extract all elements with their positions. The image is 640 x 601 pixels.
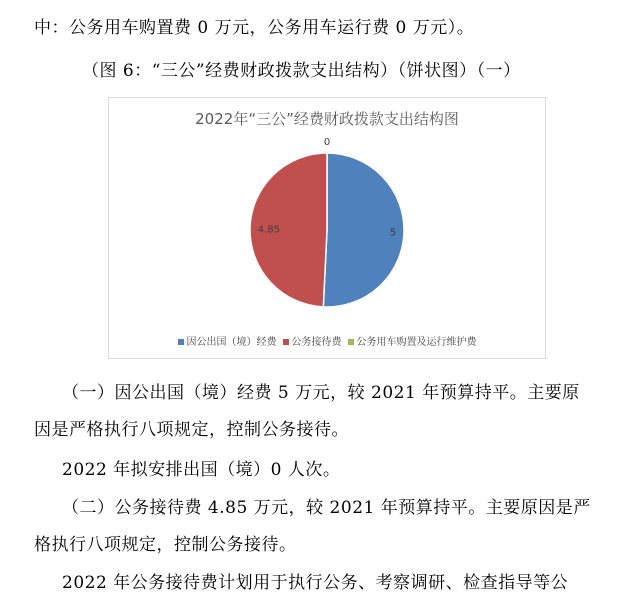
legend-label: 公务用车购置及运行维护费 [356, 337, 477, 348]
legend-swatch [178, 339, 184, 345]
legend-swatch [283, 339, 289, 345]
legend-item [283, 333, 342, 348]
chart-title: 2022年“三公”经费财政拨款支出结构图 [195, 110, 459, 128]
legend-label: 公务接待费 [291, 337, 342, 348]
chart-legend [109, 333, 545, 348]
pie-chart [108, 97, 546, 359]
paragraph-2: 2022 年拟安排出国（境）0 人次。 [62, 460, 341, 480]
slice-data-label: 4.85 [257, 224, 280, 236]
legend-label: 因公出国（境）经费 [186, 337, 277, 348]
pie-svg [109, 98, 545, 328]
slice-data-label: 5 [389, 227, 397, 239]
slice-data-label: 0 [323, 137, 331, 148]
paragraph-1-line-2: 因是严格执行八项规定，控制公务接待。 [34, 420, 349, 440]
figure-caption: （图 6：“三公”经费财政拨款支出结构）（饼状图）（一） [82, 61, 521, 81]
paragraph-3-line-2: 格执行八项规定，控制公务接待。 [34, 535, 297, 555]
paragraph-4: 2022 年公务接待费计划用于执行公务、考察调研、检查指导等公 [62, 573, 569, 593]
legend-item [178, 333, 277, 348]
legend-item [348, 333, 477, 348]
paragraph-3-line-1: （二）公务接待费 4.85 万元，较 2021 年预算持平。主要原因是严 [62, 498, 591, 518]
paragraph-1-line-1: （一）因公出国（境）经费 5 万元，较 2021 年预算持平。主要原 [62, 383, 580, 403]
legend-swatch [348, 339, 354, 345]
text-line-1: 中：公务用车购置费 0 万元，公务用车运行费 0 万元）。 [34, 18, 475, 38]
